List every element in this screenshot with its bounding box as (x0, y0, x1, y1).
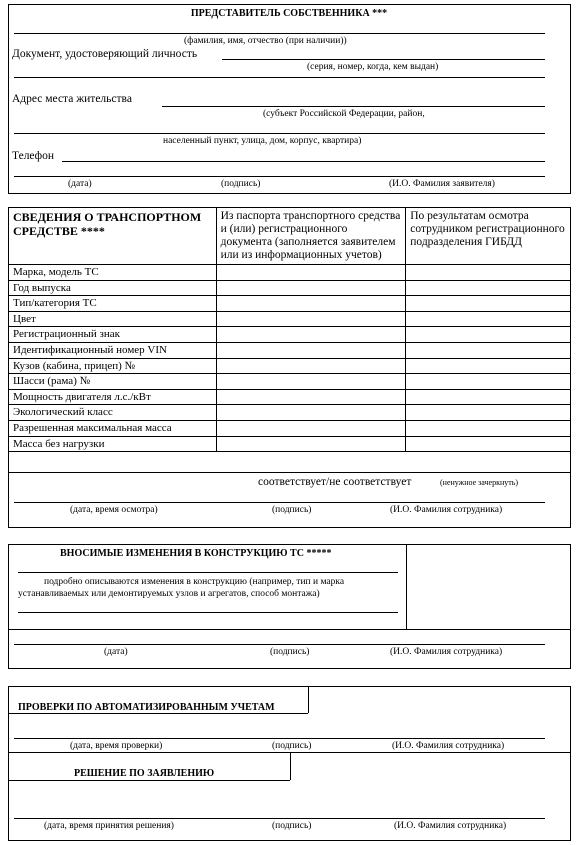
sig-name-hint: (И.О. Фамилия заявителя) (389, 179, 495, 189)
vehicle-row-label: Мощность двигателя л.с./кВт (9, 389, 217, 405)
checks-date-hint: (дата, время проверки) (70, 741, 163, 751)
decision-title-divider (290, 752, 291, 780)
changes-name-hint: (И.О. Фамилия сотрудника) (390, 647, 503, 657)
table-row (9, 311, 571, 327)
vehicle-row-inspection-value[interactable] (406, 265, 571, 281)
changes-hint-2: устанавливаемых или демонтируемых узлов и агрегатов, способ монтажа) (18, 589, 320, 599)
inspection-date-hint: (дата, время осмотра) (70, 505, 158, 515)
decision-title-underline (8, 780, 290, 781)
vehicle-row-inspection-value[interactable] (406, 296, 571, 312)
vehicle-row-passport-value[interactable] (216, 389, 406, 405)
checks-sign-hint: (подпись) (272, 741, 312, 751)
vehicle-table-bottom (8, 472, 571, 473)
vehicle-row-passport-value[interactable] (216, 436, 406, 452)
vehicle-row-inspection-value[interactable] (406, 389, 571, 405)
sig-date-hint: (дата) (68, 179, 92, 189)
doc-label: Документ, удостоверяющий личность (12, 48, 198, 60)
vehicle-row-inspection-value[interactable] (406, 280, 571, 296)
table-row (9, 436, 571, 452)
vehicle-row-passport-value[interactable] (216, 265, 406, 281)
vehicle-row-inspection-value[interactable] (406, 342, 571, 358)
doc-field[interactable] (222, 59, 545, 60)
phone-label: Телефон (12, 150, 55, 162)
vehicle-table-header (9, 208, 571, 265)
vehicle-row-label: Масса без нагрузки (9, 436, 217, 452)
vehicle-row-label: Год выпуска (9, 280, 217, 296)
table-row (9, 327, 571, 343)
doc-hint: (серия, номер, когда, кем выдан) (307, 62, 439, 72)
checks-title-divider (308, 686, 309, 713)
table-row (9, 405, 571, 421)
changes-signature-line[interactable] (14, 644, 545, 645)
vehicle-row-passport-value[interactable] (216, 280, 406, 296)
vehicle-row-label: Разрешенная максимальная масса (9, 420, 217, 436)
signature-line[interactable] (14, 176, 545, 177)
changes-date-hint: (дата) (104, 647, 128, 657)
decision-signature-line[interactable] (14, 818, 545, 819)
table-row (9, 265, 571, 281)
inspection-sign-hint: (подпись) (272, 505, 312, 515)
vehicle-row-passport-value[interactable] (216, 327, 406, 343)
changes-field-2[interactable] (18, 612, 398, 613)
conformity-text[interactable]: соответствует/не соответствует (258, 476, 412, 488)
phone-field[interactable] (62, 161, 545, 162)
vehicle-col-inspection: По результатам осмотра сотрудником регистрационного подразделения ГИБДД (406, 208, 571, 265)
decision-date-hint: (дата, время принятия решения) (44, 821, 174, 831)
vehicle-row-label: Регистрационный знак (9, 327, 217, 343)
vehicle-row-passport-value[interactable] (216, 420, 406, 436)
vehicle-row-label: Экологический класс (9, 405, 217, 421)
vehicle-row-label: Шасси (рама) № (9, 374, 217, 390)
table-row (9, 342, 571, 358)
vehicle-row-passport-value[interactable] (216, 358, 406, 374)
vehicle-row-passport-value[interactable] (216, 311, 406, 327)
vehicle-row-label: Марка, модель ТС (9, 265, 217, 281)
vehicle-row-passport-value[interactable] (216, 296, 406, 312)
table-row (9, 280, 571, 296)
changes-title: ВНОСИМЫЕ ИЗМЕНЕНИЯ В КОНСТРУКЦИЮ ТС ***** (60, 548, 332, 559)
owner-rep-title: ПРЕДСТАВИТЕЛЬ СОБСТВЕННИКА *** (190, 8, 388, 19)
checks-name-hint: (И.О. Фамилия сотрудника) (392, 741, 505, 751)
vehicle-row-passport-value[interactable] (216, 374, 406, 390)
vehicle-row-label: Цвет (9, 311, 217, 327)
vehicle-row-inspection-value[interactable] (406, 327, 571, 343)
vehicle-row-inspection-value[interactable] (406, 311, 571, 327)
decision-sign-hint: (подпись) (272, 821, 312, 831)
vehicle-row-label: Идентификационный номер VIN (9, 342, 217, 358)
table-row (9, 296, 571, 312)
checks-title: ПРОВЕРКИ ПО АВТОМАТИЗИРОВАННЫМ УЧЕТАМ (18, 702, 275, 713)
address-hint-1: (субъект Российской Федерации, район, (263, 109, 425, 119)
inspection-signature-line[interactable] (14, 502, 545, 503)
vehicle-col-passport: Из паспорта транспортного средства и (или) регистрационного документа (заполняется заявителем или из информационных учетов) (216, 208, 406, 265)
address-field-2[interactable] (14, 133, 545, 134)
changes-hint-1: подробно описываются изменения в конструкцию (например, тип и марка (44, 577, 345, 587)
table-row (9, 374, 571, 390)
vehicle-row-passport-value[interactable] (216, 342, 406, 358)
address-hint-2: населенный пункт, улица, дом, корпус, квартира) (163, 136, 362, 146)
changes-sign-hint: (подпись) (270, 647, 310, 657)
vehicle-row-inspection-value[interactable] (406, 405, 571, 421)
table-row (9, 358, 571, 374)
sig-sign-hint: (подпись) (221, 179, 261, 189)
vehicle-row-inspection-value[interactable] (406, 420, 571, 436)
changes-divider (406, 544, 407, 629)
vehicle-row-inspection-value[interactable] (406, 436, 571, 452)
vehicle-row-label: Тип/категория ТС (9, 296, 217, 312)
fio-field[interactable] (14, 33, 545, 34)
table-row (9, 420, 571, 436)
vehicle-row-passport-value[interactable] (216, 405, 406, 421)
inspection-name-hint: (И.О. Фамилия сотрудника) (390, 505, 503, 515)
doc-field-2[interactable] (14, 77, 545, 78)
address-label: Адрес места жительства (12, 93, 132, 105)
vehicle-row-inspection-value[interactable] (406, 358, 571, 374)
changes-bottom (8, 629, 571, 630)
fio-hint: (фамилия, имя, отчество (при наличии)) (184, 36, 347, 46)
conformity-hint: (ненужное зачеркнуть) (440, 478, 519, 487)
decision-title: РЕШЕНИЕ ПО ЗАЯВЛЕНИЮ (74, 768, 215, 779)
checks-signature-line[interactable] (14, 738, 545, 739)
table-row (9, 389, 571, 405)
decision-name-hint: (И.О. Фамилия сотрудника) (394, 821, 507, 831)
vehicle-row-label: Кузов (кабина, прицеп) № (9, 358, 217, 374)
checks-title-underline (8, 713, 308, 714)
vehicle-row-inspection-value[interactable] (406, 374, 571, 390)
address-field[interactable] (162, 106, 545, 107)
vehicle-table (8, 207, 571, 452)
vehicle-title: СВЕДЕНИЯ О ТРАНСПОРТНОМ СРЕДСТВЕ **** (9, 208, 217, 265)
changes-field-1[interactable] (18, 572, 398, 573)
